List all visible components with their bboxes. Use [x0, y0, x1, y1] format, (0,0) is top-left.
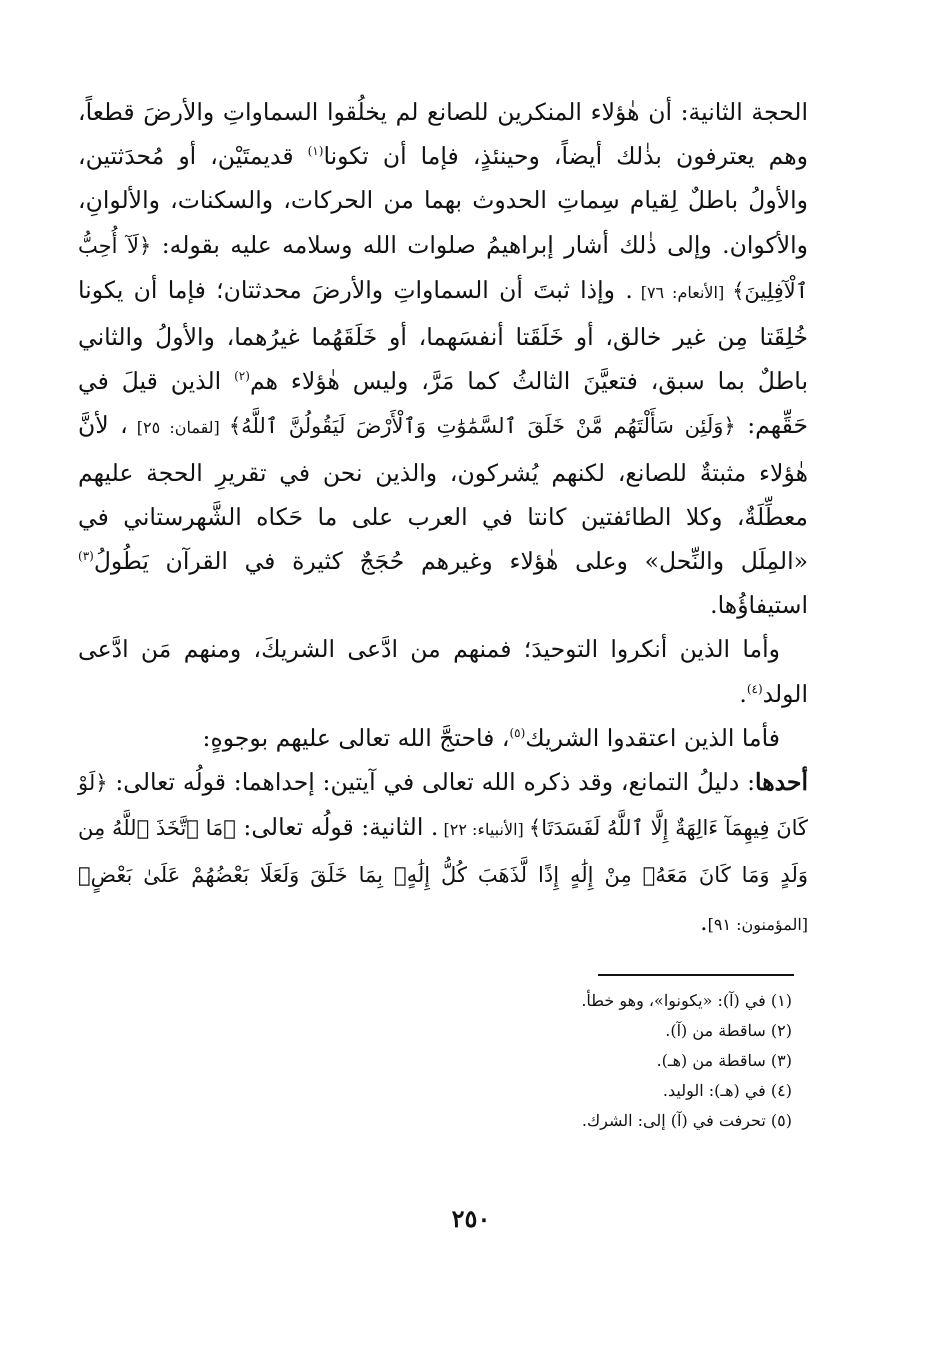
text-run: ، فاحتجَّ الله تعالى عليهم بوجوهٍ: — [202, 723, 510, 752]
text-run: : دليلُ التمانع، وقد ذكره الله تعالى في آيتين: إحداهما: قولُه تعالى: — [107, 768, 756, 797]
quran-reference: [الأنبياء: ٢٢] — [438, 820, 529, 840]
footnotes-block — [78, 986, 792, 1136]
paragraph-partner-believers — [78, 716, 808, 760]
footnote-3: (٣) ساقطة من (هـ). — [656, 1051, 792, 1070]
text-run: ، لأنَّ هٰؤلاء مثبتةٌ للصانع، لكنهم يُشركون، والذين نحن في تقريرِ الحجة عليهم معطِّلَةٌ، وكلا الطائفتين كانتا في العرب على ما حَكاه الشَّهرستاني في «المِلَل والنِّحل» وعلى هٰؤلاء وغيرهم حُجَجٌ كثيرة في القرآن يَطُولُ — [78, 411, 808, 576]
quran-quote: ﴿مَا ٱتَّخَذَ ٱللَّهُ مِن وَلَدٍ وَمَا كَانَ مَعَهُۥ مِنْ إِلَٰهٍ إِذًا لَّذَهَبَ كُلُّ إِلَٰهٍۭ بِمَا خَلَقَ وَلَعَلَا بَعْضُهُمْ عَلَىٰ بَعْضٍ﴾ — [78, 816, 808, 888]
footnote-marker-3: (٣) — [78, 549, 94, 564]
quran-quote: ﴿لَآ أُحِبُّ ٱلْآفِلِينَ﴾ — [78, 233, 809, 303]
section-lead: أحدها — [755, 768, 808, 797]
text-run: فأما الذين اعتقدوا الشريك — [525, 723, 780, 752]
footnote-2: (٢) ساقطة من (آ). — [665, 1021, 792, 1040]
footnote-divider — [598, 974, 794, 976]
main-text-block — [78, 90, 808, 947]
text-run: الذين قيلَ في حَقِّهم: — [78, 367, 809, 440]
paragraph-second-argument — [78, 90, 808, 627]
footnote-1: (١) في (آ): «يكونوا»، وهو خطأ. — [581, 991, 792, 1010]
quran-reference: [المؤمنون: ٩١] — [707, 914, 808, 934]
text-run: الحجة الثانية: أن هٰؤلاء المنكرين للصانع لم يخلُقوا السماواتِ والأرضَ قطعاً، وهم يعترفون بذٰلك أيضاً، وحينئذٍ، فإما أن تكونا — [78, 98, 808, 171]
text-run: . — [700, 907, 708, 936]
text-run: . وإذا ثبتَ أن السماواتِ والأرضَ محدثتان؛ فإما أن يكونا خُلِقَتا مِن غير خالق، أو خَلَقَتا أنفسَهما، أو خَلَقَهُما غيرُهما، والأولُ والثاني باطلٌ بما سبق، فتعيَّنَ الثالثُ كما مَرَّ، وليس هٰؤلاء هم — [78, 275, 808, 396]
paragraph-first-proof — [78, 760, 808, 947]
footnote-marker-4: (٤) — [746, 681, 763, 696]
text-run: . — [739, 679, 747, 708]
footnote-marker-2: (٢) — [234, 369, 250, 384]
footnote-4: (٤) في (هـ): الوليد. — [662, 1081, 792, 1100]
text-run: . الثانية: قولُه تعالى: — [235, 813, 439, 842]
footnote-5: (٥) تحرفت في (آ) إلى: الشرك. — [581, 1111, 792, 1130]
quran-reference: [لقمان: ٢٥] — [127, 418, 229, 438]
footnote-marker-1: (١) — [307, 144, 324, 159]
page-number: ٢٥٠ — [451, 1204, 491, 1233]
quran-quote: ﴿لَوْ كَانَ فِيهِمَآ ءَالِهَةٌ إِلَّا ٱللَّهُ لَفَسَدَتَا﴾ — [78, 771, 809, 841]
quran-reference: [الأنعام: ٧٦] — [632, 282, 733, 302]
text-run: قديمتَيْن، أو مُحدَثتين، والأولُ باطلٌ لِقيام سِماتِ الحدوث بهما من الحركات، والسكنات، والألوانِ، والأكوان. وإلى ذٰلك أشار إبراهيمُ صلوات الله وسلامه عليه بقوله: — [78, 142, 808, 259]
paragraph-deniers-of-tawhid — [78, 627, 808, 715]
quran-quote: ﴿وَلَئِن سَأَلْتَهُم مَّنْ خَلَقَ ٱلسَّمَٰوَٰتِ وَٱلْأَرْضَ لَيَقُولُنَّ ٱللَّهُ﴾ — [228, 414, 736, 439]
text-run: وأما الذين أنكروا التوحيدَ؛ فمنهم من ادَّعى الشريكَ، ومنهم مَن ادَّعى الولد — [78, 635, 808, 708]
footnote-marker-5: (٥) — [509, 726, 526, 741]
text-run: استيفاؤُها. — [710, 591, 808, 620]
